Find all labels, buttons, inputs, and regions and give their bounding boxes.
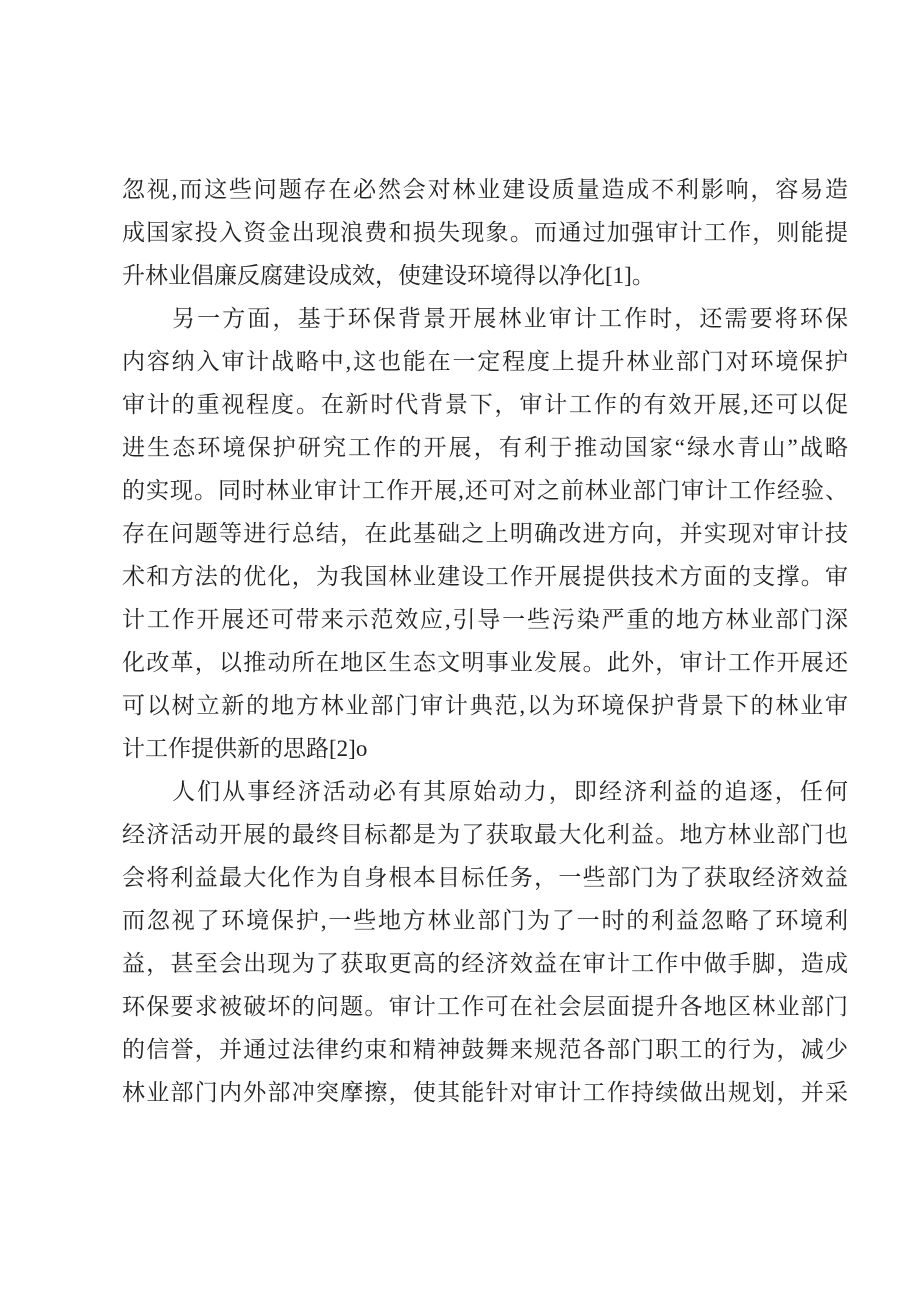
- text-line-03: 升林业倡廉反腐建设成效，使建设环境得以净化[1]。: [122, 263, 655, 288]
- text-line-20: 环保要求被破坏的问题。审计工作可在社会层面提升各地区林业部门: [122, 994, 848, 1019]
- text-line-05: 内容纳入审计战略中,这也能在一定程度上提升林业部门对环境保护: [122, 349, 848, 374]
- text-line-09: 存在问题等进行总结，在此基础之上明确改进方向，并实现对审计技: [122, 521, 848, 546]
- text-line-06: 审计的重视程度。在新时代背景下，审计工作的有效开展,还可以促: [122, 392, 848, 417]
- text-line-15: 人们从事经济活动必有其原始动力，即经济利益的追逐，任何: [172, 779, 848, 804]
- text-line-04: 另一方面，基于环保背景开展林业审计工作时，还需要将环保: [172, 306, 848, 331]
- text-line-13: 可以树立新的地方林业部门审计典范,以为环境保护背景下的林业审: [122, 693, 848, 718]
- text-line-12: 化改革，以推动所在地区生态文明事业发展。此外，审计工作开展还: [122, 650, 848, 675]
- text-line-08: 的实现。同时林业审计工作开展,还可对之前林业部门审计工作经验、: [122, 478, 848, 503]
- text-line-01: 忽视,而这些问题存在必然会对林业建设质量造成不利影响，容易造: [122, 177, 848, 202]
- text-line-21: 的信誉，并通过法律约束和精神鼓舞来规范各部门职工的行为，减少: [122, 1037, 848, 1062]
- text-line-10: 术和方法的优化，为我国林业建设工作开展提供技术方面的支撑。审: [122, 564, 848, 589]
- text-line-22: 林业部门内外部冲突摩擦，使其能针对审计工作持续做出规划，并采: [122, 1080, 848, 1105]
- text-line-07: 进生态环境保护研究工作的开展，有利于推动国家“绿水青山”战略: [122, 435, 848, 460]
- text-line-17: 会将利益最大化作为自身根本目标任务，一些部门为了获取经济效益: [122, 865, 848, 890]
- text-line-14: 计工作提供新的思路[2]o: [122, 736, 368, 761]
- text-line-11: 计工作开展还可带来示范效应,引导一些污染严重的地方林业部门深: [122, 607, 848, 632]
- text-line-16: 经济活动开展的最终目标都是为了获取最大化利益。地方林业部门也: [122, 822, 848, 847]
- text-line-02: 成国家投入资金出现浪费和损失现象。而通过加强审计工作，则能提: [122, 220, 848, 245]
- document-text-block: [122, 168, 848, 1114]
- text-line-19: 益，甚至会出现为了获取更高的经济效益在审计工作中做手脚，造成: [122, 951, 848, 976]
- text-line-18: 而忽视了环境保护,一些地方林业部门为了一时的利益忽略了环境利: [122, 908, 848, 933]
